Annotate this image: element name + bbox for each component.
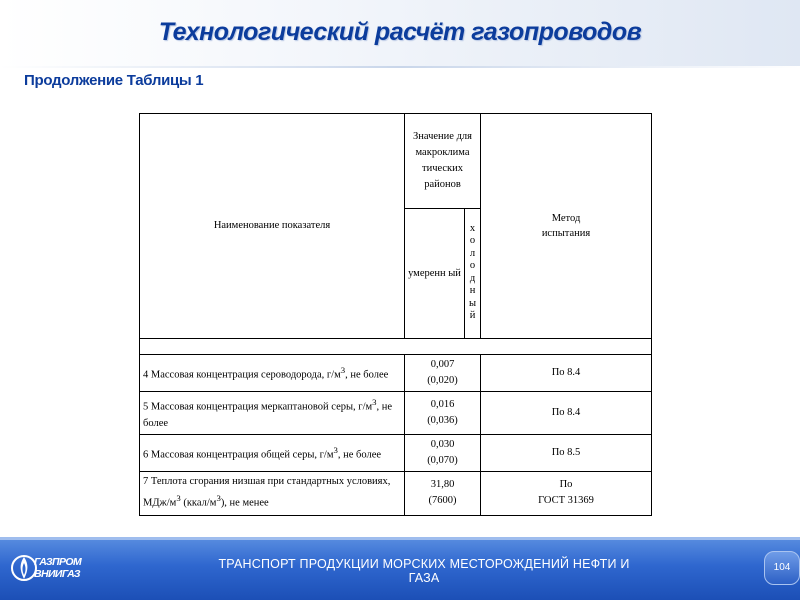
data-table <box>139 113 652 516</box>
row-value: 0,016 (0,036) <box>405 392 481 435</box>
row-value: 0,030 (0,070) <box>405 434 481 471</box>
row-value: 0,007 (0,020) <box>405 355 481 392</box>
row-name: 5 Массовая концентрация меркаптановой серы, $г/м^3$, не более <box>140 392 405 435</box>
table-header-row <box>140 114 652 209</box>
row-method: По 8.4 <box>481 392 652 435</box>
logo-text: ГАЗПРОМ ВНИИГАЗ <box>34 556 82 580</box>
gazprom-logo <box>10 545 82 591</box>
row-name: 4 Массовая концентрация сероводорода, $г/м^3$, не более <box>140 355 405 392</box>
table-row <box>140 471 652 515</box>
row-name: 6 Массовая концентрация общей серы, $г/м^3$, не более <box>140 434 405 471</box>
slide-title: Технологический расчёт газопроводов <box>158 18 642 46</box>
row-value: 31,80 (7600) <box>405 471 481 515</box>
table-row <box>140 392 652 435</box>
header-method-cell: Метод испытания <box>481 114 652 339</box>
row-method: По ГОСТ 31369 <box>481 471 652 515</box>
table-spacer-row <box>140 339 652 355</box>
header-moderate-cell: умеренн ый <box>405 209 465 339</box>
footer-bar <box>0 537 800 600</box>
row-name: 7 Теплота сгорания низшая при стандартных условиях, МДж/$м^3$ $(ккал/м^3)$, не менее <box>140 471 405 515</box>
row-method: По 8.5 <box>481 434 652 471</box>
footer-caption: ТРАНСПОРТ ПРОДУКЦИИ МОРСКИХ МЕСТОРОЖДЕНИЙ НЕФТИ И ГАЗА <box>218 557 630 585</box>
header-name-cell: Наименование показателя <box>140 114 405 339</box>
table-row <box>140 355 652 392</box>
header-value-cell: Значение для макроклима тических районов <box>405 114 481 209</box>
header-cold-cell: холодный <box>465 209 481 339</box>
table-row <box>140 434 652 471</box>
page-number: 104 <box>764 551 800 585</box>
row-method: По 8.4 <box>481 355 652 392</box>
table-caption: Продолжение Таблицы 1 <box>24 72 204 89</box>
